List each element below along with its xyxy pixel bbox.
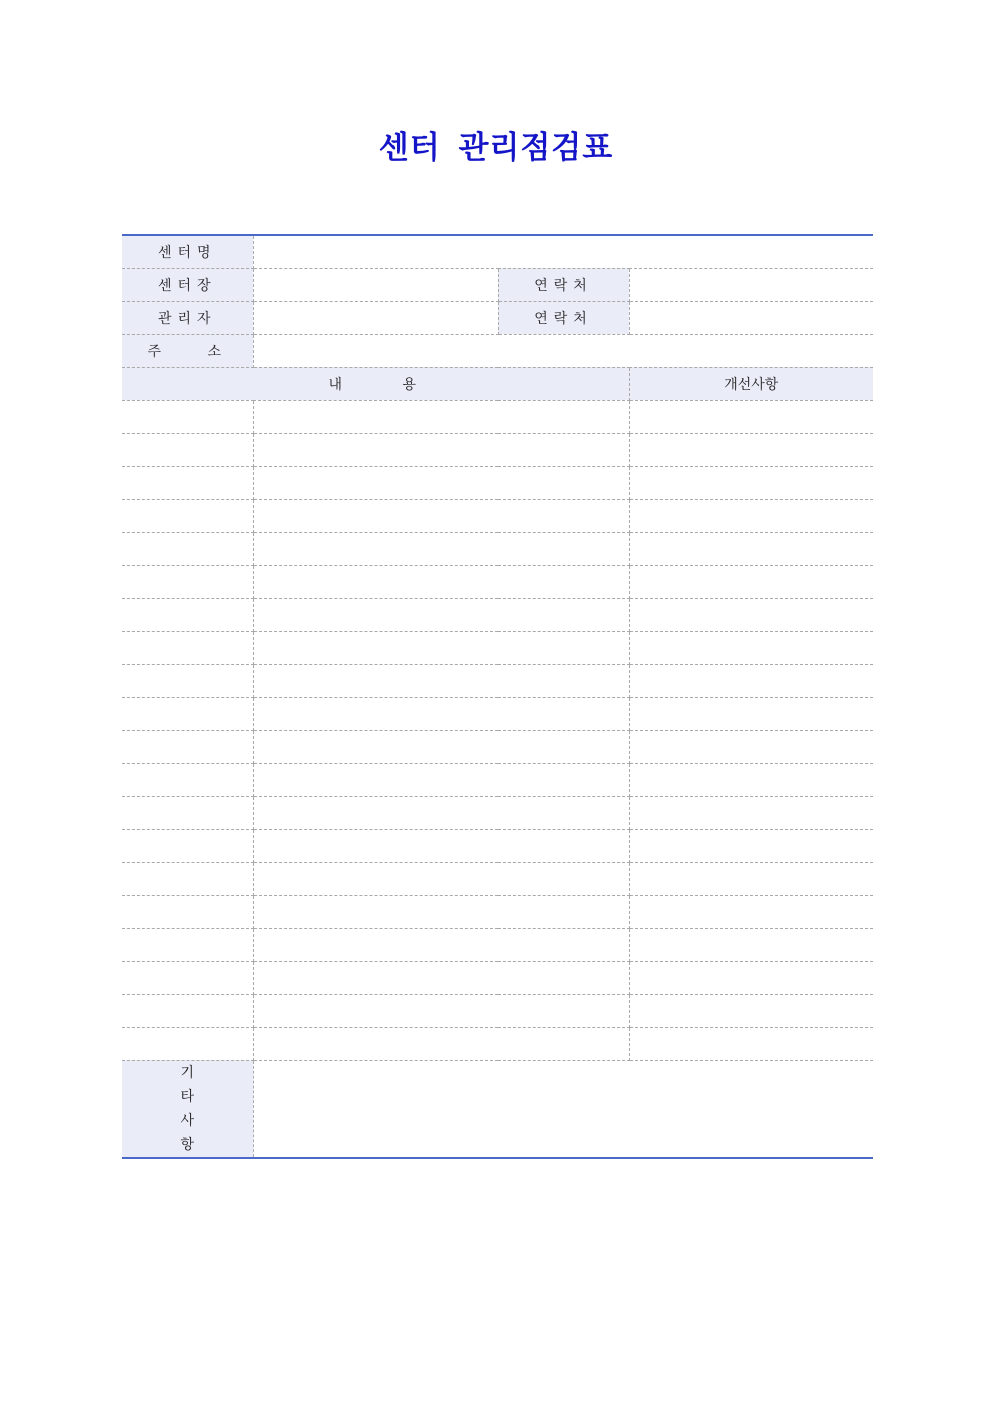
address-label: 주 소 xyxy=(122,334,253,367)
row-label-cell[interactable] xyxy=(122,400,253,433)
page-title: 센터 관리점검표 xyxy=(378,130,614,166)
improvement-cell[interactable] xyxy=(629,631,873,664)
content-cell[interactable] xyxy=(253,499,629,532)
content-cell[interactable] xyxy=(253,433,629,466)
content-cell[interactable] xyxy=(253,796,629,829)
table-row xyxy=(122,895,873,928)
improvement-cell[interactable] xyxy=(629,499,873,532)
contact-field-2[interactable] xyxy=(629,301,873,334)
center-head-label: 센터장 xyxy=(122,268,253,301)
row-label-cell[interactable] xyxy=(122,829,253,862)
contact-label-1: 연락처 xyxy=(498,268,629,301)
center-head-row xyxy=(122,268,873,301)
content-cell[interactable] xyxy=(253,730,629,763)
center-head-field[interactable] xyxy=(253,268,498,301)
row-label-cell[interactable] xyxy=(122,763,253,796)
content-cell[interactable] xyxy=(253,565,629,598)
improvement-cell[interactable] xyxy=(629,862,873,895)
manager-row xyxy=(122,301,873,334)
content-cell[interactable] xyxy=(253,697,629,730)
improvement-cell[interactable] xyxy=(629,466,873,499)
improvement-cell[interactable] xyxy=(629,697,873,730)
row-label-cell[interactable] xyxy=(122,532,253,565)
table-row xyxy=(122,598,873,631)
table-row xyxy=(122,994,873,1027)
table-row xyxy=(122,466,873,499)
improvement-cell[interactable] xyxy=(629,895,873,928)
improvements-header: 개선사항 xyxy=(629,367,873,400)
row-label-cell[interactable] xyxy=(122,466,253,499)
manager-field[interactable] xyxy=(253,301,498,334)
manager-label: 관리자 xyxy=(122,301,253,334)
content-cell[interactable] xyxy=(253,532,629,565)
row-label-cell[interactable] xyxy=(122,565,253,598)
content-cell[interactable] xyxy=(253,763,629,796)
row-label-cell[interactable] xyxy=(122,664,253,697)
other-notes-label xyxy=(122,1060,253,1158)
row-label-cell[interactable] xyxy=(122,499,253,532)
table-row xyxy=(122,928,873,961)
other-notes-label-char: 기 xyxy=(180,1064,195,1081)
table-row xyxy=(122,631,873,664)
improvement-cell[interactable] xyxy=(629,928,873,961)
improvement-cell[interactable] xyxy=(629,1027,873,1060)
other-notes-field[interactable] xyxy=(253,1060,873,1158)
improvement-cell[interactable] xyxy=(629,796,873,829)
content-header-row xyxy=(122,367,873,400)
table-row xyxy=(122,763,873,796)
other-notes-label-char: 타 xyxy=(180,1088,195,1105)
table-row xyxy=(122,499,873,532)
improvement-cell[interactable] xyxy=(629,961,873,994)
table-row xyxy=(122,862,873,895)
table-row xyxy=(122,664,873,697)
content-cell[interactable] xyxy=(253,961,629,994)
improvement-cell[interactable] xyxy=(629,565,873,598)
center-name-row xyxy=(122,235,873,268)
content-cell[interactable] xyxy=(253,631,629,664)
content-cell[interactable] xyxy=(253,400,629,433)
inspection-form-table xyxy=(122,234,873,1159)
table-row xyxy=(122,961,873,994)
row-label-cell[interactable] xyxy=(122,433,253,466)
improvement-cell[interactable] xyxy=(629,598,873,631)
improvement-cell[interactable] xyxy=(629,664,873,697)
content-cell[interactable] xyxy=(253,895,629,928)
table-row xyxy=(122,829,873,862)
contact-field-1[interactable] xyxy=(629,268,873,301)
other-notes-row xyxy=(122,1060,873,1158)
address-row xyxy=(122,334,873,367)
row-label-cell[interactable] xyxy=(122,895,253,928)
row-label-cell[interactable] xyxy=(122,961,253,994)
table-row xyxy=(122,532,873,565)
table-row xyxy=(122,433,873,466)
table-row xyxy=(122,1027,873,1060)
row-label-cell[interactable] xyxy=(122,796,253,829)
content-cell[interactable] xyxy=(253,928,629,961)
improvement-cell[interactable] xyxy=(629,730,873,763)
other-notes-label-char: 사 xyxy=(180,1112,195,1129)
other-notes-label-char: 항 xyxy=(180,1136,195,1153)
content-cell[interactable] xyxy=(253,466,629,499)
row-label-cell[interactable] xyxy=(122,697,253,730)
center-name-label: 센터명 xyxy=(122,235,253,268)
row-label-cell[interactable] xyxy=(122,631,253,664)
contact-label-2: 연락처 xyxy=(498,301,629,334)
improvement-cell[interactable] xyxy=(629,763,873,796)
address-field[interactable] xyxy=(253,334,873,367)
row-label-cell[interactable] xyxy=(122,730,253,763)
row-label-cell[interactable] xyxy=(122,928,253,961)
row-label-cell[interactable] xyxy=(122,994,253,1027)
improvement-cell[interactable] xyxy=(629,433,873,466)
improvement-cell[interactable] xyxy=(629,532,873,565)
content-cell[interactable] xyxy=(253,1027,629,1060)
content-header: 내 용 xyxy=(122,367,629,400)
improvement-cell[interactable] xyxy=(629,994,873,1027)
table-row xyxy=(122,400,873,433)
improvement-cell[interactable] xyxy=(629,400,873,433)
table-row xyxy=(122,697,873,730)
table-row xyxy=(122,796,873,829)
table-row xyxy=(122,565,873,598)
improvement-cell[interactable] xyxy=(629,829,873,862)
center-name-field[interactable] xyxy=(253,235,873,268)
row-label-cell[interactable] xyxy=(122,862,253,895)
row-label-cell[interactable] xyxy=(122,1027,253,1060)
content-cell[interactable] xyxy=(253,829,629,862)
row-label-cell[interactable] xyxy=(122,598,253,631)
content-cell[interactable] xyxy=(253,664,629,697)
content-cell[interactable] xyxy=(253,862,629,895)
content-cell[interactable] xyxy=(253,994,629,1027)
table-row xyxy=(122,730,873,763)
content-cell[interactable] xyxy=(253,598,629,631)
